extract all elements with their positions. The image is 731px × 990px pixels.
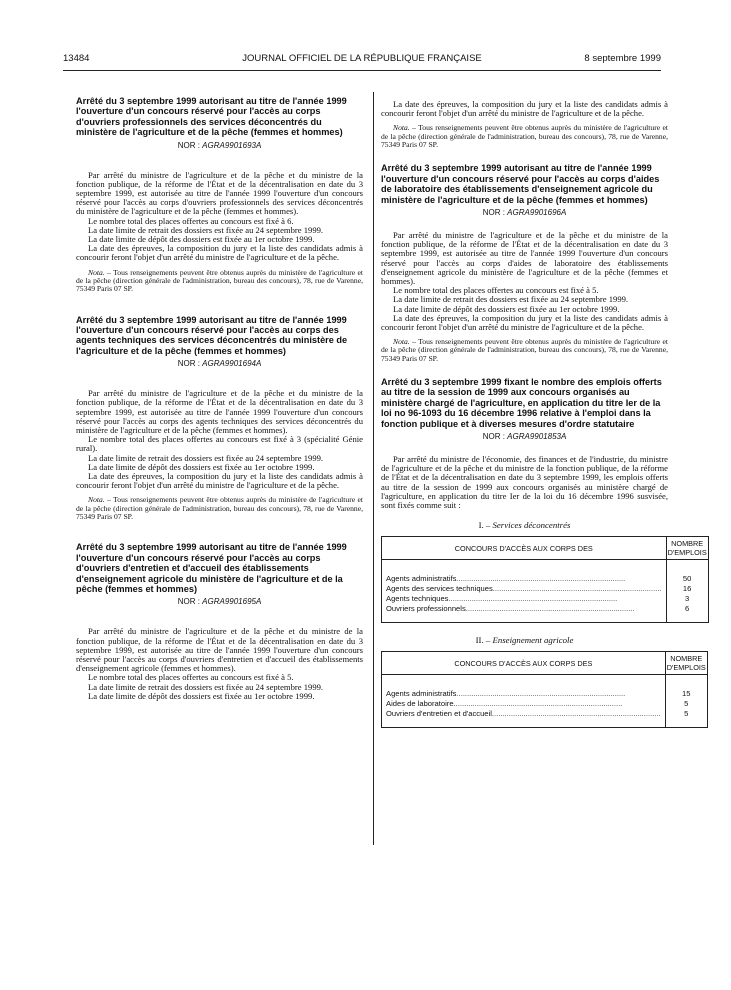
table-row bbox=[382, 689, 708, 699]
nor-reference bbox=[381, 432, 668, 441]
leader-dots: ................................................................................ bbox=[465, 604, 635, 614]
nor-label: NOR : bbox=[177, 140, 200, 150]
paragraph: Par arrêté du ministre de l'agriculture et de la pêche et du ministre de la fonction publique, de la réforme de l'État et de la décentralisation en date du 3 septembre 1999, est autorisée au titre de l'année 1999 l'ouverture d'un concours réservé pour l'accès au corps d'aides de laboratoire des établissements d'enseignement agricole du ministère de l'agriculture et de la pêche (femmes et hommes). bbox=[381, 229, 668, 286]
nor-code: AGRA9901694A bbox=[202, 359, 262, 369]
table-row bbox=[382, 699, 708, 709]
article-5 bbox=[381, 377, 707, 728]
corps-cell bbox=[382, 584, 667, 594]
nor-code: AGRA9901696A bbox=[507, 207, 567, 217]
article-2 bbox=[76, 315, 363, 522]
emplois-count: 5 bbox=[684, 699, 689, 709]
nota-text: – Tous renseignements peuvent être obtenus auprès du ministère de l'agriculture et de la pêche (direction générale de l'administration, bureau des concours), 78, rue de Varenne, 75349 Paris 07 SP. bbox=[76, 267, 363, 294]
leader-dots: ................................................................................ bbox=[492, 584, 662, 594]
article-4 bbox=[381, 163, 668, 363]
paragraph: Le nombre total des places offertes au concours est fixé à 5. bbox=[88, 672, 294, 683]
nor-reference bbox=[76, 141, 363, 150]
header-rule bbox=[63, 70, 661, 71]
column-header-corps: CONCOURS D'ACCÈS AUX CORPS DES bbox=[382, 537, 667, 560]
article-body bbox=[76, 389, 363, 490]
corps-name: Agents administratifs bbox=[386, 689, 457, 699]
paragraph: Par arrêté du ministre de l'agriculture et de la pêche et du ministre de la fonction publique, de la réforme de l'État et de la décentralisation en date du 3 septembre 1999, est autorisée au titre de l'année 1999 l'ouverture d'un concours réservé pour l'accès au corps des agents techniques des services déconcentrés du ministère de l'agriculture et de la pêche (femmes et hommes). bbox=[76, 388, 363, 435]
article-title: Arrêté du 3 septembre 1999 autorisant au titre de l'année 1999 l'ouverture d'un concours réservé pour l'accès au corps d'ouvriers professionnels des services déconcentrés du ministère de l'agriculture et de la pêche (femmes et hommes) bbox=[76, 96, 347, 138]
paragraph: La date limite de dépôt des dossiers est fixée au 1er octobre 1999. bbox=[88, 461, 315, 472]
article-body bbox=[381, 231, 668, 332]
corps-cell bbox=[382, 699, 666, 709]
article-title: Arrêté du 3 septembre 1999 fixant le nombre des emplois offerts au titre de la session de 1999 aux concours organisés au ministère chargé de l'agriculture, en application du titre Ier de la loi no 96-1093 du 16 décembre 1996 relative à l'emploi dans la fonction publique et à diverses mesures d'ordre statutaire bbox=[381, 377, 662, 429]
nota bbox=[76, 269, 363, 294]
nota-text: – Tous renseignements peuvent être obtenus auprès du ministère de l'agriculture et de la pêche (direction générale de l'administration, bureau des concours), 78, rue de Varenne, 75349 Paris 07 SP. bbox=[76, 495, 363, 521]
page-number: 13484 bbox=[63, 53, 90, 64]
corps-name: Aides de laboratoire bbox=[386, 699, 454, 709]
paragraph: Le nombre total des places offertes au concours est fixé à 3 (spécialité Génie rural). bbox=[76, 434, 363, 454]
corps-cell bbox=[382, 709, 666, 719]
table-row bbox=[382, 574, 709, 584]
table-row bbox=[382, 604, 709, 614]
article-3-continued bbox=[381, 100, 668, 149]
nor-label: NOR : bbox=[482, 207, 505, 217]
nor-reference bbox=[76, 359, 363, 368]
nor-code: AGRA9901693A bbox=[202, 140, 262, 150]
emplois-count: 15 bbox=[682, 689, 691, 699]
nor-reference bbox=[381, 208, 668, 217]
article-1 bbox=[76, 96, 363, 294]
section-heading bbox=[381, 520, 668, 530]
leader-dots: ................................................................................ bbox=[456, 574, 626, 584]
table-row bbox=[382, 594, 709, 604]
nota-label: Nota. bbox=[393, 123, 410, 133]
right-column bbox=[381, 99, 707, 728]
corps-name: Agents techniques bbox=[386, 594, 449, 604]
paragraph: La date des épreuves, la composition du jury et la liste des candidats admis à concourir feront l'objet d'un arrêté du ministre de l'agriculture et de la pêche. bbox=[381, 312, 668, 332]
paragraph: La date limite de retrait des dossiers est fixée au 24 septembre 1999. bbox=[393, 294, 629, 305]
journal-title: JOURNAL OFFICIEL DE LA RÉPUBLIQUE FRANÇAISE bbox=[242, 53, 482, 64]
article-3 bbox=[76, 542, 363, 701]
article-body bbox=[381, 455, 668, 510]
column-header-emplois: NOMBRE D'EMPLOIS bbox=[666, 537, 708, 560]
left-column bbox=[76, 96, 363, 701]
nor-code: AGRA9901853A bbox=[507, 432, 567, 442]
paragraph: Par arrêté du ministre de l'agriculture et de la pêche et du ministre de la fonction publique, de la réforme de l'État et de la décentralisation en date du 3 septembre 1999, est autorisée au titre de l'année 1999 l'ouverture d'un concours réservé pour l'accès au corps d'ouvriers professionnels des services déconcentrés du ministère de l'agriculture et de la pêche (femmes et hommes). bbox=[76, 169, 363, 217]
emplois-count: 5 bbox=[684, 709, 689, 719]
section-title: Enseignement agricole bbox=[492, 635, 574, 646]
nota-label: Nota. bbox=[88, 495, 105, 505]
nota bbox=[381, 124, 668, 149]
nota-label: Nota. bbox=[88, 267, 105, 277]
corps-cell bbox=[382, 604, 667, 614]
nota bbox=[381, 338, 668, 363]
paragraph: La date limite de retrait des dossiers est fixée au 24 septembre 1999. bbox=[88, 681, 324, 692]
paragraph: Par arrêté du ministre de l'économie, des finances et de l'industrie, du ministre de l'agriculture et de la pêche et du ministre de la fonction publique, de la réforme de l'État et de la décentralisation en date du 3 septembre 1999, les emplois offerts au titre de la session de 1999 aux concours organisés au ministère chargé de l'agriculture, en application du titre Ier de la loi du 16 décembre 1996 susvisée, sont fixés comme suit : bbox=[381, 454, 668, 511]
leader-dots: ................................................................................ bbox=[491, 709, 661, 719]
corps-name: Ouvriers professionnels bbox=[386, 604, 466, 614]
employment-table-2 bbox=[381, 651, 708, 728]
section-heading bbox=[381, 635, 668, 645]
paragraph: La date limite de retrait des dossiers est fixée au 24 septembre 1999. bbox=[88, 224, 324, 235]
paragraph: La date des épreuves, la composition du jury et la liste des candidats admis à concourir feront l'objet d'un arrêté du ministre de l'agriculture et de la pêche. bbox=[76, 243, 363, 263]
nor-label: NOR : bbox=[482, 432, 505, 442]
paragraph: Le nombre total des places offertes au concours est fixé à 6. bbox=[88, 215, 294, 226]
paragraph: La date limite de retrait des dossiers est fixée au 24 septembre 1999. bbox=[88, 452, 324, 463]
corps-name: Agents administratifs bbox=[386, 574, 457, 584]
nota bbox=[76, 496, 363, 521]
page-header bbox=[63, 53, 661, 67]
table-row bbox=[382, 709, 708, 719]
nor-reference bbox=[76, 597, 363, 606]
paragraph: Le nombre total des places offertes au concours est fixé à 5. bbox=[393, 285, 599, 296]
corps-name: Ouvriers d'entretien et d'accueil bbox=[386, 709, 492, 719]
corps-name: Agents des services techniques bbox=[386, 584, 493, 594]
section-number: II. – bbox=[475, 635, 491, 646]
paragraph: La date limite de dépôt des dossiers est fixée au 1er octobre 1999. bbox=[88, 234, 315, 245]
column-divider bbox=[373, 92, 374, 845]
corps-cell bbox=[382, 574, 667, 584]
leader-dots: ................................................................................ bbox=[448, 594, 618, 604]
leader-dots: ................................................................................ bbox=[453, 699, 623, 709]
emplois-count: 16 bbox=[682, 584, 692, 594]
corps-cell bbox=[382, 689, 666, 699]
paragraph: Par arrêté du ministre de l'agriculture et de la pêche et du ministre de la fonction publique, de la réforme de l'État et de la décentralisation en date du 3 septembre 1999, est autorisée au titre de l'année 1999 l'ouverture d'un concours réservé pour l'accès au corps d'ouvriers d'entretien et d'accueil des établissements d'enseignement agricole (femmes et hommes). bbox=[76, 626, 363, 674]
nor-code: AGRA9901695A bbox=[202, 597, 262, 607]
column-header-corps: CONCOURS D'ACCÈS AUX CORPS DES bbox=[382, 652, 666, 675]
article-title: Arrêté du 3 septembre 1999 autorisant au titre de l'année 1999 l'ouverture d'un concours réservé pour l'accès au corps des agents techniques des services déconcentrés du ministère de l'agriculture et de la pêche (femmes et hommes) bbox=[76, 314, 348, 356]
nota-text: – Tous renseignements peuvent être obtenus auprès du ministère de l'agriculture et de la pêche (direction générale de l'administration, bureau des concours), 78, rue de Varenne, 75349 Paris 07 SP. bbox=[381, 123, 668, 149]
paragraph: La date limite de dépôt des dossiers est fixée au 1er octobre 1999. bbox=[88, 690, 315, 701]
emplois-count: 3 bbox=[685, 594, 690, 604]
section-title: Services déconcentrés bbox=[492, 520, 571, 531]
nor-label: NOR : bbox=[177, 359, 200, 369]
emplois-count: 50 bbox=[682, 574, 692, 584]
article-body bbox=[76, 627, 363, 701]
employment-table-1 bbox=[381, 536, 709, 623]
article-body bbox=[76, 171, 363, 263]
paragraph: La date des épreuves, la composition du jury et la liste des candidats admis à concourir feront l'objet d'un arrêté du ministre de l'agriculture et de la pêche. bbox=[76, 471, 363, 491]
paragraph: La date limite de dépôt des dossiers est fixée au 1er octobre 1999. bbox=[393, 303, 620, 314]
nota-label: Nota. bbox=[393, 337, 410, 347]
leader-dots: ................................................................................ bbox=[456, 689, 626, 699]
section-number: I. – bbox=[478, 520, 491, 531]
corps-cell bbox=[382, 594, 667, 604]
table-row bbox=[382, 584, 709, 594]
nor-label: NOR : bbox=[177, 597, 200, 607]
nota-text: – Tous renseignements peuvent être obtenus auprès du ministère de l'agriculture et de la pêche (direction générale de l'administration, bureau des concours), 78, rue de Varenne, 75349 Paris 07 SP. bbox=[381, 337, 668, 363]
column-header-emplois: NOMBRE D'EMPLOIS bbox=[665, 652, 707, 675]
paragraph: La date des épreuves, la composition du jury et la liste des candidats admis à concourir feront l'objet d'un arrêté du ministre de l'agriculture et de la pêche. bbox=[381, 99, 668, 119]
article-title: Arrêté du 3 septembre 1999 autorisant au titre de l'année 1999 l'ouverture d'un concours réservé pour l'accès au corps d'aides de laboratoire des établissements d'enseignement agricole du ministère de l'agriculture et de la pêche (femmes et hommes) bbox=[381, 163, 660, 205]
issue-date: 8 septembre 1999 bbox=[584, 53, 661, 64]
emplois-count: 6 bbox=[685, 604, 690, 614]
article-title: Arrêté du 3 septembre 1999 autorisant au titre de l'année 1999 l'ouverture d'un concours réservé pour l'accès au corps d'ouvriers d'entretien et d'accueil des établissements d'enseignement agricole du ministère de l'agriculture et de la pêche (femmes et hommes) bbox=[76, 542, 347, 594]
